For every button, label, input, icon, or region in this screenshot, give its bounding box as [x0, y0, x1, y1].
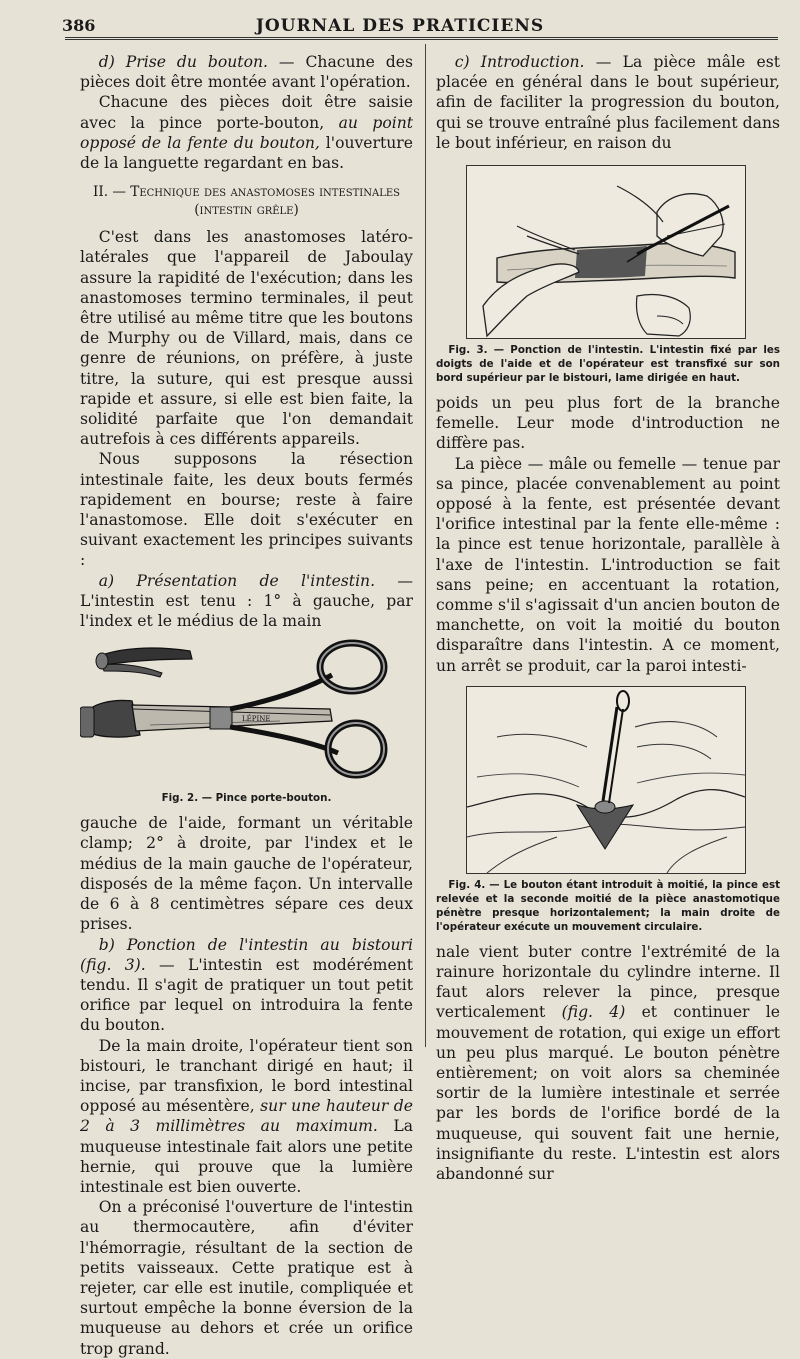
paragraph-presentation: a) Présentation de l'intestin. — L'intestin est tenu : 1° à gauche, par l'index et le médius de la main — [80, 571, 413, 631]
paragraph-saisie: Chacune des pièces doit être saisie avec la pince porte-bouton, au point opposé de la fente du bouton, l'ouverture de la languette regardant en bas. — [80, 93, 414, 173]
paragraph-piece: La pièce — mâle ou femelle — tenue par sa pince, placée convenablement au point opposé à la fente, est présentée devant l'orifice intestinal par la fente elle-même : la pince est tenue horizontale, parallèle à l'axe de l'intestin. L'introduction se fait sans peine; en accentuant la rotation, comme s'il s'agissait d'un ancien bouton de manchette, on voit la moitié du bouton disparaître dans l'intestin. A ce moment, un arrêt se produit, car la paroi intesti- — [436, 454, 780, 675]
header-rule — [65, 37, 778, 40]
section-heading-line2: (intestin grêle) — [194, 202, 299, 219]
figure-4-caption: Fig. 4. — Le bouton étant introduit à moitié, la pince est relevée et la seconde moitié de la pièce anastomotique pénètre presque horizontalement; la main droite de l'opérateur exécute un mouvement circulaire. — [436, 878, 780, 933]
column-divider — [425, 44, 426, 1047]
figure-2-caption: Fig. 2. — Pince porte-bouton. — [161, 792, 332, 805]
section-heading-line1: II. — Technique des anastomoses intestinales — [92, 184, 401, 201]
paragraph-poids: poids un peu plus fort de la branche femelle. Leur mode d'introduction ne diffère pas. — [436, 394, 780, 453]
page-number: 386 — [62, 16, 96, 35]
paragraph-thermocautere: On a préconisé l'ouverture de l'intestin au thermocautère, afin d'éviter l'hémorragie, résultant de la section de petits vaisseaux. Cette pratique est à rejeter, car elle est inutile, compliquée et surtout empêche la bonne éversion de la muqueuse au dehors et crée un orifice trop grand. — [80, 1198, 413, 1358]
paragraph-introduction: c) Introduction. — La pièce mâle est placée en général dans le bout supérieur, afin de faciliter la progression du bouton, qui se trouve entraîné plus facilement dans le bout inférieur, en raison du — [436, 53, 780, 152]
left-column — [80, 52, 413, 1359]
paragraph-ponction: b) Ponction de l'intestin au bistouri (fig. 3). — L'intestin est modérément tendu. Il s'agit de pratiquer un tout petit orifice par lequel on introduira la fente du bouton. — [80, 935, 413, 1035]
prise-title: d) Prise du bouton. — [98, 53, 268, 71]
figure-4 — [436, 686, 780, 934]
paragraph-prise: d) Prise du bouton. — Chacune des pièces doit être montée avant l'opération. — [80, 53, 413, 92]
section-heading — [80, 183, 413, 219]
figure-2 — [80, 639, 413, 805]
paragraph-resection: Nous supposons la résection intestinale faite, les deux bouts fermés rapidement en bourse; reste à faire l'anastomose. Elle doit s'exécuter en suivant exactement les principes suivants : — [80, 450, 413, 570]
paragraph-main-droite: De la main droite, l'opérateur tient son bistouri, le tranchant dirigé en haut; il incise, par transfixion, le bord intestinal opposé au mésentère, sur une hauteur de 2 à 3 millimètres au maximum. La muqueuse intestinale fait alors une petite hernie, qui prouve que la lumière intestinale est bien ouverte. — [80, 1036, 413, 1196]
page-header — [0, 0, 800, 38]
paragraph-nale: nale vient buter contre l'extrémité de la rainure horizontale du cylindre interne. Il faut alors relever la pince, presque verticalement (fig. 4) et continuer le mouvement de rotation, qui exige un effort un peu plus marqué. Le bouton pénètre entièrement; on voit alors sa cheminée sortir de la lumière intestinale et serrée par les bords de l'orifice bordé de la muqueuse, qui souvent fait une hernie, insignifiante du reste. L'intestin est alors abandonné sur — [436, 942, 780, 1184]
right-column — [436, 52, 780, 1184]
paragraph-jaboulay: C'est dans les anastomoses latéro-latérales que l'appareil de Jaboulay assure la rapidité de l'exécution; dans les anastomoses termino terminales, il peut être utilisé au même titre que les boutons de Murphy ou de Villard, mais, dans ce genre de réunions, on préfère, à juste titre, la suture, qui est presque aussi rapide et assure, si elle est bien faite, la solidité parfaite que l'on demandait autrefois à ces différents appareils. — [80, 228, 413, 449]
figure-3-caption: Fig. 3. — Ponction de l'intestin. L'intestin fixé par les doigts de l'aide et de l'opérateur est transfixé sur son bord supérieur par le bistouri, lame dirigée en haut. — [436, 344, 780, 385]
intestine-puncture-illustration — [467, 166, 745, 338]
figure-3-frame — [466, 165, 746, 339]
figure-4-frame — [466, 686, 746, 874]
journal-title: JOURNAL DES PRATICIENS — [255, 16, 545, 36]
figure-3 — [436, 165, 780, 385]
paragraph-gauche: gauche de l'aide, formant un véritable clamp; 2° à droite, par l'index et le médius de la main gauche de l'opérateur, disposés de la même façon. Un intervalle de 6 à 8 centimètres sépare ces deux prises. — [80, 814, 413, 934]
button-introduction-illustration — [467, 687, 745, 873]
forceps-illustration — [80, 639, 413, 787]
engraving-mark: LÉPINE — [242, 715, 271, 724]
